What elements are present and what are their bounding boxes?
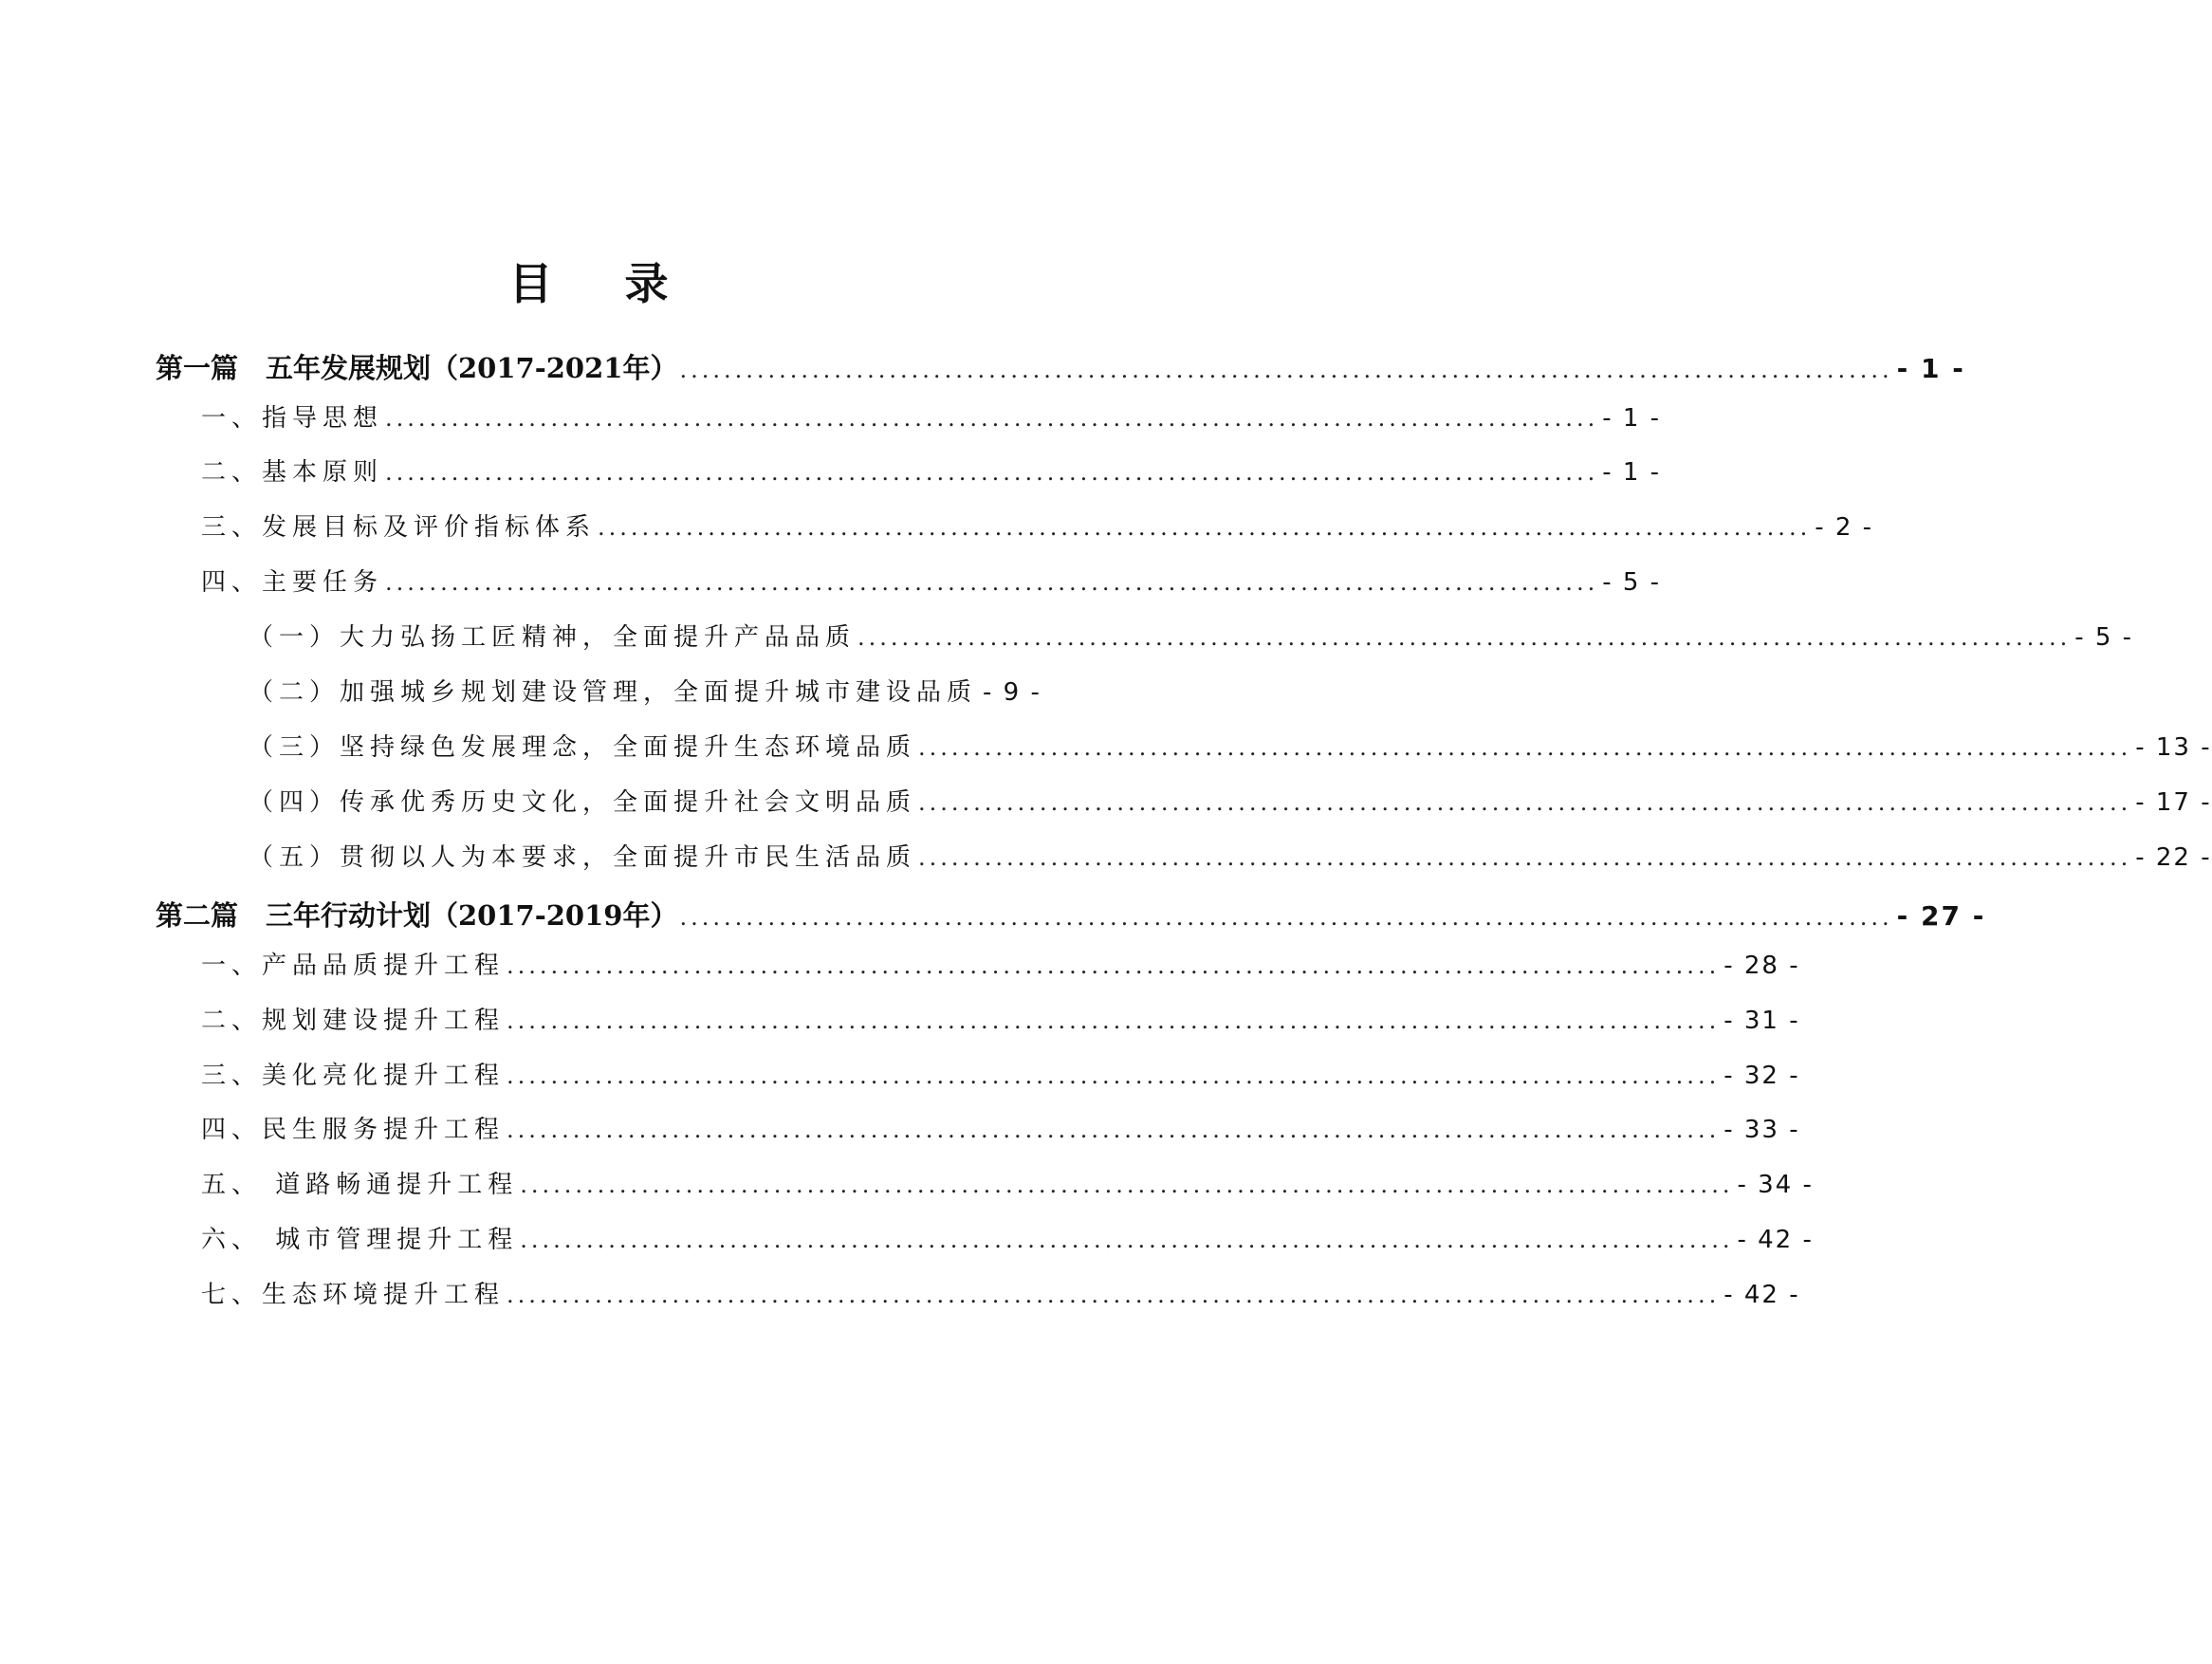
dot-leader: ..............................................................................................................: [507, 1063, 1721, 1089]
page-title: 目 录: [508, 258, 697, 309]
toc-entry-text: 四、主要任务: [201, 568, 384, 597]
toc-entry-section[interactable]: [201, 453, 1662, 491]
toc-entry-section[interactable]: [201, 1166, 1814, 1204]
toc-entry-section[interactable]: [201, 1276, 1800, 1314]
toc-entry-section[interactable]: [201, 1057, 1800, 1095]
toc-page-number: - 5 -: [2074, 623, 2134, 652]
toc-entry-subsection[interactable]: [249, 729, 2212, 767]
toc-entry-subsection[interactable]: [249, 674, 1041, 712]
toc-entry-text: 四、民生服务提升工程: [201, 1116, 506, 1144]
dot-leader: ..............................................................................................................: [385, 405, 1599, 432]
toc-entry-part-2[interactable]: [156, 897, 1986, 934]
toc-page-number: - 42 -: [1724, 1281, 1800, 1309]
dot-leader: ..............................................................................................................: [520, 1172, 1734, 1198]
toc-entry-text: （二）加强城乡规划建设管理，全面提升城市建设品质: [249, 678, 978, 707]
toc-page-number: - 1 -: [1896, 353, 1965, 384]
toc-entry-section[interactable]: [201, 564, 1662, 601]
toc-page-number: - 9 -: [983, 678, 1041, 707]
toc-entry-section[interactable]: [201, 1002, 1800, 1040]
toc-page-number: - 17 -: [2135, 788, 2212, 817]
dot-leader: ..............................................................................................................: [520, 1227, 1734, 1253]
toc-entry-section[interactable]: [201, 508, 1874, 546]
toc-entry-subsection[interactable]: [249, 784, 2212, 822]
toc-page-number: - 32 -: [1724, 1062, 1800, 1090]
dot-leader: ..............................................................................................................: [385, 569, 1599, 596]
toc-entry-text: 七、生态环境提升工程: [201, 1281, 506, 1309]
dot-leader: ..............................................................................................................: [507, 952, 1721, 979]
toc-entry-text: 三、发展目标及评价指标体系: [201, 513, 597, 542]
toc-entry-subsection[interactable]: [249, 839, 2212, 877]
dot-leader: ..............................................................................................................: [918, 844, 2132, 871]
toc-page-number: - 13 -: [2135, 733, 2212, 762]
toc-entry-text: 五、 道路畅通提升工程: [201, 1171, 519, 1199]
toc-entry-text: 一、产品品质提升工程: [201, 952, 506, 980]
toc-entry-part-1[interactable]: [156, 349, 1965, 387]
dot-leader: ..............................................................................................................: [507, 1282, 1721, 1308]
toc-page-number: - 22 -: [2135, 843, 2212, 872]
toc-page-number: - 28 -: [1724, 952, 1800, 980]
toc-entry-text: 六、 城市管理提升工程: [201, 1226, 519, 1254]
toc-entry-section[interactable]: [201, 1221, 1814, 1259]
toc-entry-text: 二、规划建设提升工程: [201, 1007, 506, 1035]
dot-leader: ..............................................................................................................: [857, 624, 2072, 651]
toc-entry-subsection[interactable]: [249, 619, 2134, 656]
dot-leader: ..............................................................................................................: [679, 357, 1893, 383]
dot-leader: ..............................................................................................................: [598, 514, 1812, 541]
toc-page-number: - 1 -: [1602, 458, 1662, 487]
toc-entry-text: 一、指导思想: [201, 404, 384, 433]
toc-page-number: - 5 -: [1602, 568, 1662, 597]
toc-entry-section[interactable]: [201, 947, 1800, 985]
toc-entry-section[interactable]: [201, 399, 1662, 437]
dot-leader: ..............................................................................................................: [507, 1008, 1721, 1034]
dot-leader: ..............................................................................................................: [385, 459, 1599, 486]
dot-leader: ..............................................................................................................: [507, 1117, 1721, 1143]
dot-leader: ..............................................................................................................: [679, 904, 1893, 931]
toc-entry-section[interactable]: [201, 1111, 1800, 1149]
toc-page-number: - 33 -: [1724, 1116, 1800, 1144]
toc-entry-text: 第一篇 五年发展规划（2017-2021年）: [156, 352, 678, 384]
toc-page-number: - 2 -: [1815, 513, 1874, 542]
toc-entry-text: （五）贯彻以人为本要求，全面提升市民生活品质: [249, 843, 917, 872]
toc-entry-text: （一）大力弘扬工匠精神，全面提升产品品质: [249, 623, 857, 652]
toc-entry-text: （四）传承优秀历史文化，全面提升社会文明品质: [249, 788, 917, 817]
toc-entry-text: 三、美化亮化提升工程: [201, 1062, 506, 1090]
toc-page-number: - 27 -: [1896, 900, 1986, 932]
toc-entry-text: 第二篇 三年行动计划（2017-2019年）: [156, 899, 678, 932]
toc-page-number: - 34 -: [1737, 1171, 1814, 1199]
toc-entry-text: （三）坚持绿色发展理念，全面提升生态环境品质: [249, 733, 917, 762]
dot-leader: ..............................................................................................................: [918, 789, 2132, 816]
toc-entry-text: 二、基本原则: [201, 458, 384, 487]
toc-page-number: - 31 -: [1724, 1007, 1800, 1035]
dot-leader: ..............................................................................................................: [918, 734, 2132, 761]
toc-page-number: - 42 -: [1737, 1226, 1814, 1254]
toc-page-number: - 1 -: [1602, 404, 1662, 433]
